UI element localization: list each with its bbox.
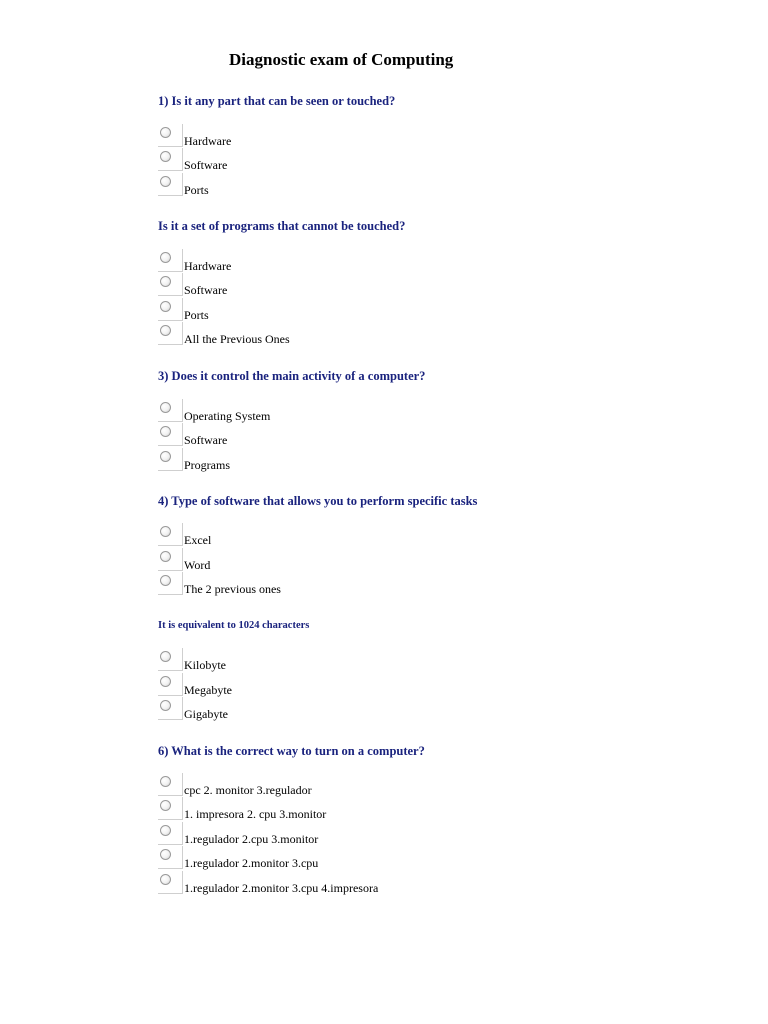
- divider: [182, 673, 183, 695]
- radio-button[interactable]: [160, 776, 171, 787]
- option-label: Ports: [184, 183, 209, 197]
- divider: [182, 148, 183, 170]
- option-label: 1.regulador 2.cpu 3.monitor: [184, 832, 319, 846]
- q3-option-1[interactable]: [158, 399, 478, 423]
- divider: [182, 298, 183, 320]
- q6-option-4[interactable]: [158, 846, 478, 870]
- q4-option-1[interactable]: [158, 523, 478, 547]
- q1-option-1[interactable]: [158, 124, 478, 148]
- divider: [182, 322, 183, 344]
- q2-option-2[interactable]: [158, 273, 478, 297]
- radio-button[interactable]: [160, 402, 171, 413]
- question-2-text: Is it a set of programs that cannot be touched?: [158, 219, 406, 233]
- q4-option-3[interactable]: [158, 572, 478, 596]
- option-label: Word: [184, 558, 211, 572]
- option-label: Hardware: [184, 134, 232, 148]
- divider: [158, 594, 183, 595]
- divider: [182, 249, 183, 271]
- divider: [182, 797, 183, 819]
- divider: [158, 445, 183, 446]
- radio-button[interactable]: [160, 252, 171, 263]
- q4-option-2[interactable]: [158, 548, 478, 572]
- divider: [182, 846, 183, 868]
- option-label: Kilobyte: [184, 658, 226, 672]
- question-1-text: 1) Is it any part that can be seen or touched?: [158, 94, 396, 108]
- divider: [158, 271, 183, 272]
- divider: [158, 844, 183, 845]
- radio-button[interactable]: [160, 127, 171, 138]
- question-4-text: 4) Type of software that allows you to perform specific tasks: [158, 494, 478, 508]
- radio-button[interactable]: [160, 575, 171, 586]
- q3-option-3[interactable]: [158, 448, 478, 472]
- q5-option-3[interactable]: [158, 697, 478, 721]
- option-label: Operating System: [184, 409, 271, 423]
- radio-button[interactable]: [160, 426, 171, 437]
- radio-button[interactable]: [160, 849, 171, 860]
- divider: [182, 423, 183, 445]
- option-label: 1.regulador 2.monitor 3.cpu 4.impresora: [184, 881, 379, 895]
- radio-button[interactable]: [160, 451, 171, 462]
- divider: [158, 819, 183, 820]
- divider: [158, 470, 183, 471]
- q6-option-2[interactable]: [158, 797, 478, 821]
- divider: [158, 170, 183, 171]
- q1-option-2[interactable]: [158, 148, 478, 172]
- divider: [158, 893, 183, 894]
- radio-button[interactable]: [160, 526, 171, 537]
- divider: [182, 697, 183, 719]
- option-label: cpc 2. monitor 3.regulador: [184, 783, 312, 797]
- question-5-text: It is equivalent to 1024 characters: [158, 620, 310, 631]
- radio-button[interactable]: [160, 301, 171, 312]
- radio-button[interactable]: [160, 700, 171, 711]
- radio-button[interactable]: [160, 676, 171, 687]
- divider: [158, 195, 183, 196]
- option-label: 1. impresora 2. cpu 3.monitor: [184, 807, 327, 821]
- page-title: Diagnostic exam of Computing: [229, 50, 454, 69]
- radio-button[interactable]: [160, 325, 171, 336]
- option-label: Ports: [184, 308, 209, 322]
- option-label: 1.regulador 2.monitor 3.cpu: [184, 856, 319, 870]
- divider: [182, 173, 183, 195]
- option-label: Software: [184, 433, 228, 447]
- question-6-text: 6) What is the correct way to turn on a computer?: [158, 744, 425, 758]
- q6-option-5[interactable]: [158, 871, 478, 895]
- divider: [182, 822, 183, 844]
- divider: [182, 523, 183, 545]
- divider: [182, 124, 183, 146]
- divider: [158, 320, 183, 321]
- q5-option-1[interactable]: [158, 648, 478, 672]
- divider: [182, 572, 183, 594]
- radio-button[interactable]: [160, 800, 171, 811]
- option-label: Programs: [184, 458, 230, 472]
- divider: [158, 146, 183, 147]
- option-label: Hardware: [184, 259, 232, 273]
- divider: [182, 273, 183, 295]
- divider: [158, 695, 183, 696]
- radio-button[interactable]: [160, 551, 171, 562]
- q2-option-4[interactable]: [158, 322, 478, 346]
- radio-button[interactable]: [160, 874, 171, 885]
- divider: [158, 719, 183, 720]
- option-label: Megabyte: [184, 683, 232, 697]
- q3-option-2[interactable]: [158, 423, 478, 447]
- q1-option-3[interactable]: [158, 173, 478, 197]
- divider: [158, 570, 183, 571]
- radio-button[interactable]: [160, 651, 171, 662]
- option-label: The 2 previous ones: [184, 582, 281, 596]
- divider: [182, 871, 183, 893]
- divider: [158, 344, 183, 345]
- q6-option-1[interactable]: [158, 773, 478, 797]
- divider: [158, 421, 183, 422]
- divider: [158, 545, 183, 546]
- divider: [158, 868, 183, 869]
- q6-option-3[interactable]: [158, 822, 478, 846]
- option-label: Software: [184, 158, 228, 172]
- option-label: Excel: [184, 533, 212, 547]
- divider: [182, 399, 183, 421]
- q2-option-1[interactable]: [158, 249, 478, 273]
- divider: [158, 795, 183, 796]
- option-label: All the Previous Ones: [184, 332, 290, 346]
- divider: [158, 295, 183, 296]
- divider: [182, 773, 183, 795]
- radio-button[interactable]: [160, 825, 171, 836]
- divider: [182, 448, 183, 470]
- divider: [182, 548, 183, 570]
- divider: [158, 670, 183, 671]
- radio-button[interactable]: [160, 276, 171, 287]
- radio-button[interactable]: [160, 151, 171, 162]
- q5-option-2[interactable]: [158, 673, 478, 697]
- divider: [182, 648, 183, 670]
- radio-button[interactable]: [160, 176, 171, 187]
- option-label: Software: [184, 283, 228, 297]
- q2-option-3[interactable]: [158, 298, 478, 322]
- question-3-text: 3) Does it control the main activity of a computer?: [158, 369, 426, 383]
- option-label: Gigabyte: [184, 707, 228, 721]
